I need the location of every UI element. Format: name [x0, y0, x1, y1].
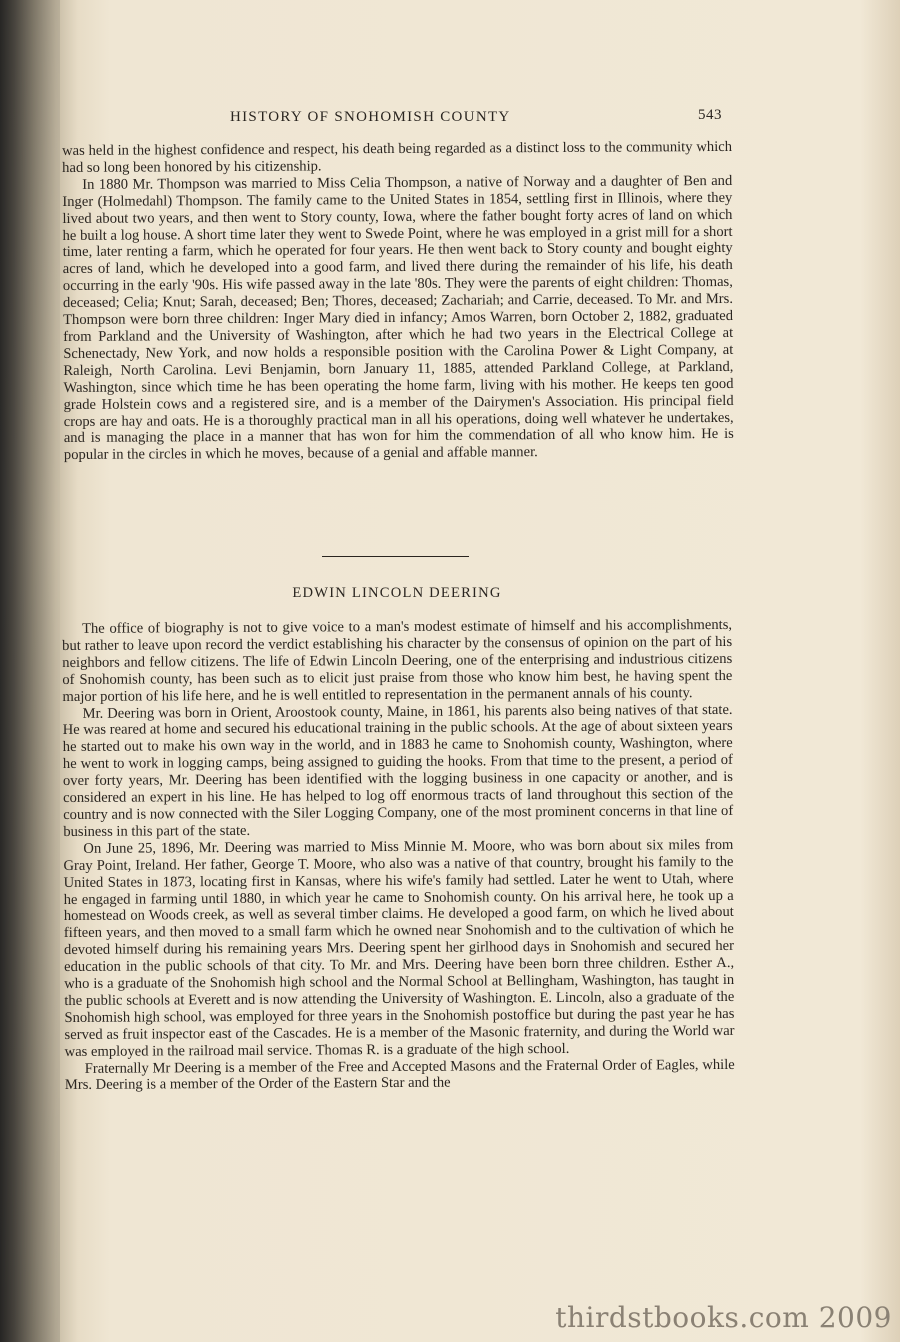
paragraph: Fraternally Mr Deering is a member of the Free and Accepted Masons and the Fraternal Order of Eagles, while Mrs. Deering is a member of the Order of the Eastern Star and the — [64, 1056, 735, 1094]
page-number: 543 — [698, 107, 722, 123]
section-divider — [322, 556, 469, 557]
paragraph: The office of biography is not to give voice to a man's modest estimate of himself and his accomplishments, but rather to leave upon record the verdict establishing his character by the consensus of opinion on the part of his neighbors and fellow citizens. The life of Edwin Lincoln Deering, one of the enterprising and industrious citizens of Snohomish county, has been such as to elicit just praise from those who know him best, he having spent the major portion of his life here, and he is well entitled to representation in the permanent annals of his county. — [62, 616, 733, 705]
paragraph: On June 25, 1896, Mr. Deering was married to Miss Minnie M. Moore, who was born about six miles from Gray Point, Ireland. Her father, George T. Moore, who also was a native of that country, brought his family to the United States in 1873, locating first in Kansas, where his wife's family had settled. Later he went to Utah, where he engaged in farming until 1880, in which year he came to Snohomish county. On his arrival here, he took up a homestead on Woods creek, as well as several timber claims. He developed a good farm, on which he lived about fifteen years, and then moved to a small farm which he owned near Snohomish and to the cultivation of which he devoted himself during his remaining years Mrs. Deering spent her girlhood days in Snohomish and secured her education in the public schools of that city. To Mr. and Mrs. Deering have been born three children. Esther A., who is a graduate of the Snohomish high school and the Normal School at Bellingham, Washington, has taught in the public schools at Everett and is now attending the University of Washington. E. Lincoln, also a graduate of the Snohomish high school, was employed for three years in the Snohomish postoffice but during the past year he has served as fruit inspector east of the Cascades. He is a member of the Masonic fraternity, and during the World war was employed in the railroad mail service. Thomas R. is a graduate of the high school. — [63, 836, 735, 1060]
paragraph: In 1880 Mr. Thompson was married to Miss Celia Thompson, a native of Norway and a daughter of Ben and Inger (Holmedahl) Thompson. The family came to the United States in 1854, settling first in Illinois, where they lived about two years, and then went to Story county, Iowa, where the father bought forty acres of land on which he built a log house. A short time later they went to Swede Point, where he was employed in a grist mill for a short time, later renting a farm, which he operated for four years. He then went back to Story county and bought eighty acres of land, which he developed into a good farm, and lived there during the remainder of his life, his death occurring in the early '90s. His wife passed away in the late '80s. They were the parents of eight children: Thomas, deceased; Celia; Knut; Sarah, deceased; Ben; Thores, deceased; Zachariah; and Carrie, deceased. To Mr. and Mrs. Thompson were born three children: Inger Mary died in infancy; Amos Warren, born October 2, 1882, graduated from Parkland and the University of Washington, after which he had two years in the Electrical College at Schenectady, New York, and now holds a responsible position with the Carolina Power & Light Company, at Raleigh, North Carolina. Levi Benjamin, born January 11, 1885, attended Parkland College, at Parkland, Washington, since which time he has been operating the home farm, living with his mother. He keeps ten good grade Holstein cows and a registered sire, and is a member of the Dairymen's Association. His principal field crops are hay and oats. He is a thoroughly practical man in all his operations, doing well whatever he undertakes, and is managing the place in a manner that has won for him the commendation of all who know him. He is popular in the circles in which he moves, because of a genial and affable manner. — [62, 172, 734, 464]
watermark-text: thirdstbooks.com 2009 — [555, 1301, 892, 1334]
binding-gutter-shadow — [0, 0, 60, 1342]
page-header — [60, 109, 740, 131]
section-title: EDWIN LINCOLN DEERING — [292, 585, 502, 601]
thompson-biography-text — [62, 139, 734, 464]
paragraph: was held in the highest confidence and respect, his death being regarded as a distinct loss to the community which had so long been honored by his citizenship. — [62, 138, 733, 176]
paragraph: Mr. Deering was born in Orient, Aroostook county, Maine, in 1861, his parents also being natives of that state. He was reared at home and secured his educational training in the public schools. At the age of about sixteen years he started out to make his own way in the world, and in 1883 he came to Snohomish county, Washington, where he went to work in logging camps, being assigned to guiding the hooks. From that time to the present, a period of over forty years, Mr. Deering has been identified with the logging business in one capacity or another, and is considered an expert in his line. He has helped to log off enormous tracts of land throughout this section of the country and is now connected with the Siler Logging Company, one of the most prominent concerns in that line of business in this part of the state. — [62, 701, 734, 840]
deering-biography-text — [62, 617, 735, 1094]
running-head: HISTORY OF SNOHOMISH COUNTY — [230, 109, 511, 125]
